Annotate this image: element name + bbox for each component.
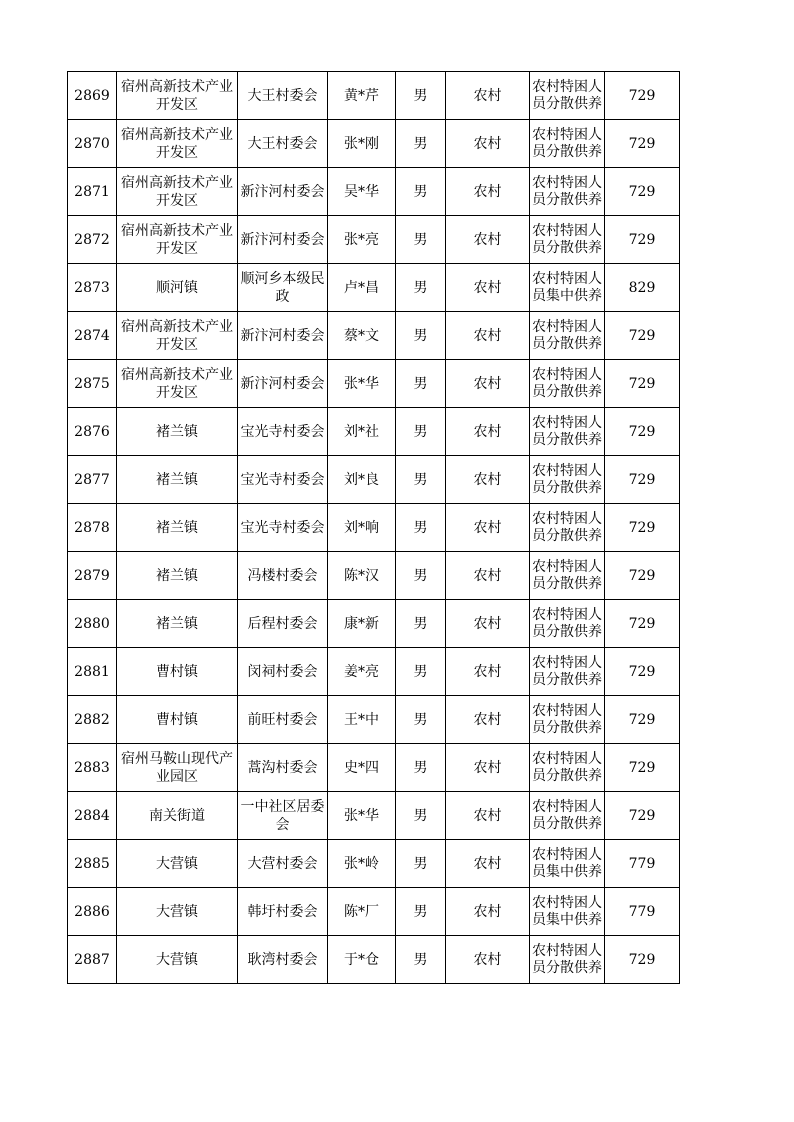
- support-category: 农村特困人员分散供养: [530, 696, 605, 744]
- village-committee: 前旺村委会: [238, 696, 328, 744]
- serial-number: 2879: [68, 552, 117, 600]
- support-amount: 729: [605, 552, 680, 600]
- support-amount: 729: [605, 744, 680, 792]
- support-amount: 729: [605, 792, 680, 840]
- table-row: [68, 504, 680, 552]
- table-row: [68, 456, 680, 504]
- table-row: [68, 72, 680, 120]
- support-category: 农村特困人员分散供养: [530, 504, 605, 552]
- serial-number: 2869: [68, 72, 117, 120]
- support-category: 农村特困人员集中供养: [530, 840, 605, 888]
- table-row: [68, 840, 680, 888]
- town-name: 褚兰镇: [117, 456, 238, 504]
- support-category: 农村特困人员集中供养: [530, 264, 605, 312]
- recipient-name: 陈*厂: [328, 888, 396, 936]
- town-name: 宿州高新技术产业开发区: [117, 72, 238, 120]
- town-name: 宿州高新技术产业开发区: [117, 312, 238, 360]
- residence-type: 农村: [446, 120, 530, 168]
- village-committee: 韩圩村委会: [238, 888, 328, 936]
- support-amount: 729: [605, 312, 680, 360]
- support-category: 农村特困人员分散供养: [530, 120, 605, 168]
- support-category: 农村特困人员分散供养: [530, 600, 605, 648]
- table-row: [68, 600, 680, 648]
- serial-number: 2877: [68, 456, 117, 504]
- gender: 男: [396, 696, 446, 744]
- village-committee: 大营村委会: [238, 840, 328, 888]
- support-amount: 729: [605, 936, 680, 984]
- support-amount: 829: [605, 264, 680, 312]
- gender: 男: [396, 408, 446, 456]
- town-name: 褚兰镇: [117, 408, 238, 456]
- support-category: 农村特困人员分散供养: [530, 936, 605, 984]
- support-amount: 729: [605, 168, 680, 216]
- table-row: [68, 168, 680, 216]
- gender: 男: [396, 168, 446, 216]
- recipient-name: 陈*汉: [328, 552, 396, 600]
- village-committee: 新汴河村委会: [238, 360, 328, 408]
- serial-number: 2875: [68, 360, 117, 408]
- table-row: [68, 120, 680, 168]
- residence-type: 农村: [446, 504, 530, 552]
- gender: 男: [396, 120, 446, 168]
- gender: 男: [396, 792, 446, 840]
- residence-type: 农村: [446, 696, 530, 744]
- recipient-name: 张*刚: [328, 120, 396, 168]
- gender: 男: [396, 456, 446, 504]
- relief-recipient-table: [67, 71, 680, 984]
- town-name: 褚兰镇: [117, 504, 238, 552]
- gender: 男: [396, 648, 446, 696]
- table-row: [68, 552, 680, 600]
- village-committee: 新汴河村委会: [238, 216, 328, 264]
- serial-number: 2876: [68, 408, 117, 456]
- table-row: [68, 264, 680, 312]
- serial-number: 2874: [68, 312, 117, 360]
- serial-number: 2871: [68, 168, 117, 216]
- recipient-name: 史*四: [328, 744, 396, 792]
- table-row: [68, 360, 680, 408]
- support-amount: 729: [605, 456, 680, 504]
- support-category: 农村特困人员分散供养: [530, 360, 605, 408]
- village-committee: 一中社区居委会: [238, 792, 328, 840]
- town-name: 宿州高新技术产业开发区: [117, 120, 238, 168]
- residence-type: 农村: [446, 792, 530, 840]
- recipient-name: 卢*昌: [328, 264, 396, 312]
- table-body: [68, 72, 680, 984]
- support-amount: 729: [605, 648, 680, 696]
- serial-number: 2873: [68, 264, 117, 312]
- gender: 男: [396, 72, 446, 120]
- residence-type: 农村: [446, 600, 530, 648]
- support-category: 农村特困人员分散供养: [530, 312, 605, 360]
- support-category: 农村特困人员分散供养: [530, 408, 605, 456]
- gender: 男: [396, 840, 446, 888]
- support-amount: 729: [605, 120, 680, 168]
- recipient-name: 刘*良: [328, 456, 396, 504]
- support-amount: 729: [605, 216, 680, 264]
- recipient-name: 于*仓: [328, 936, 396, 984]
- gender: 男: [396, 360, 446, 408]
- residence-type: 农村: [446, 648, 530, 696]
- town-name: 大营镇: [117, 888, 238, 936]
- serial-number: 2886: [68, 888, 117, 936]
- village-committee: 后程村委会: [238, 600, 328, 648]
- table-row: [68, 936, 680, 984]
- support-category: 农村特困人员分散供养: [530, 72, 605, 120]
- gender: 男: [396, 552, 446, 600]
- recipient-name: 刘*响: [328, 504, 396, 552]
- town-name: 宿州高新技术产业开发区: [117, 360, 238, 408]
- serial-number: 2872: [68, 216, 117, 264]
- residence-type: 农村: [446, 936, 530, 984]
- residence-type: 农村: [446, 216, 530, 264]
- support-amount: 729: [605, 408, 680, 456]
- residence-type: 农村: [446, 168, 530, 216]
- town-name: 顺河镇: [117, 264, 238, 312]
- recipient-name: 刘*社: [328, 408, 396, 456]
- village-committee: 冯楼村委会: [238, 552, 328, 600]
- town-name: 宿州高新技术产业开发区: [117, 168, 238, 216]
- gender: 男: [396, 888, 446, 936]
- support-amount: 729: [605, 72, 680, 120]
- recipient-name: 张*华: [328, 792, 396, 840]
- support-category: 农村特困人员分散供养: [530, 744, 605, 792]
- village-committee: 大王村委会: [238, 120, 328, 168]
- serial-number: 2881: [68, 648, 117, 696]
- recipient-name: 黄*芹: [328, 72, 396, 120]
- residence-type: 农村: [446, 264, 530, 312]
- table-row: [68, 216, 680, 264]
- support-category: 农村特困人员集中供养: [530, 888, 605, 936]
- serial-number: 2882: [68, 696, 117, 744]
- support-amount: 779: [605, 888, 680, 936]
- table-row: [68, 648, 680, 696]
- gender: 男: [396, 600, 446, 648]
- residence-type: 农村: [446, 888, 530, 936]
- serial-number: 2883: [68, 744, 117, 792]
- gender: 男: [396, 216, 446, 264]
- residence-type: 农村: [446, 312, 530, 360]
- town-name: 大营镇: [117, 936, 238, 984]
- town-name: 宿州马鞍山现代产业园区: [117, 744, 238, 792]
- support-category: 农村特困人员分散供养: [530, 648, 605, 696]
- serial-number: 2870: [68, 120, 117, 168]
- village-committee: 闵祠村委会: [238, 648, 328, 696]
- town-name: 曹村镇: [117, 648, 238, 696]
- gender: 男: [396, 936, 446, 984]
- residence-type: 农村: [446, 360, 530, 408]
- village-committee: 宝光寺村委会: [238, 456, 328, 504]
- residence-type: 农村: [446, 72, 530, 120]
- support-category: 农村特困人员分散供养: [530, 792, 605, 840]
- table-row: [68, 696, 680, 744]
- support-category: 农村特困人员分散供养: [530, 552, 605, 600]
- table-row: [68, 888, 680, 936]
- support-amount: 729: [605, 504, 680, 552]
- town-name: 曹村镇: [117, 696, 238, 744]
- gender: 男: [396, 504, 446, 552]
- support-amount: 779: [605, 840, 680, 888]
- town-name: 宿州高新技术产业开发区: [117, 216, 238, 264]
- support-category: 农村特困人员分散供养: [530, 168, 605, 216]
- gender: 男: [396, 312, 446, 360]
- recipient-name: 王*中: [328, 696, 396, 744]
- village-committee: 耿湾村委会: [238, 936, 328, 984]
- residence-type: 农村: [446, 552, 530, 600]
- gender: 男: [396, 264, 446, 312]
- recipient-name: 张*亮: [328, 216, 396, 264]
- support-amount: 729: [605, 696, 680, 744]
- serial-number: 2885: [68, 840, 117, 888]
- village-committee: 新汴河村委会: [238, 312, 328, 360]
- gender: 男: [396, 744, 446, 792]
- village-committee: 宝光寺村委会: [238, 408, 328, 456]
- serial-number: 2880: [68, 600, 117, 648]
- residence-type: 农村: [446, 408, 530, 456]
- support-amount: 729: [605, 360, 680, 408]
- serial-number: 2887: [68, 936, 117, 984]
- town-name: 南关街道: [117, 792, 238, 840]
- village-committee: 蒿沟村委会: [238, 744, 328, 792]
- residence-type: 农村: [446, 456, 530, 504]
- recipient-name: 姜*亮: [328, 648, 396, 696]
- village-committee: 顺河乡本级民政: [238, 264, 328, 312]
- support-amount: 729: [605, 600, 680, 648]
- table-row: [68, 744, 680, 792]
- town-name: 大营镇: [117, 840, 238, 888]
- serial-number: 2878: [68, 504, 117, 552]
- recipient-name: 吴*华: [328, 168, 396, 216]
- recipient-name: 张*华: [328, 360, 396, 408]
- village-committee: 大王村委会: [238, 72, 328, 120]
- serial-number: 2884: [68, 792, 117, 840]
- recipient-name: 蔡*文: [328, 312, 396, 360]
- village-committee: 新汴河村委会: [238, 168, 328, 216]
- table-row: [68, 312, 680, 360]
- residence-type: 农村: [446, 840, 530, 888]
- table-row: [68, 408, 680, 456]
- support-category: 农村特困人员分散供养: [530, 216, 605, 264]
- town-name: 褚兰镇: [117, 600, 238, 648]
- recipient-name: 张*岭: [328, 840, 396, 888]
- support-category: 农村特困人员分散供养: [530, 456, 605, 504]
- recipient-name: 康*新: [328, 600, 396, 648]
- town-name: 褚兰镇: [117, 552, 238, 600]
- village-committee: 宝光寺村委会: [238, 504, 328, 552]
- residence-type: 农村: [446, 744, 530, 792]
- table-row: [68, 792, 680, 840]
